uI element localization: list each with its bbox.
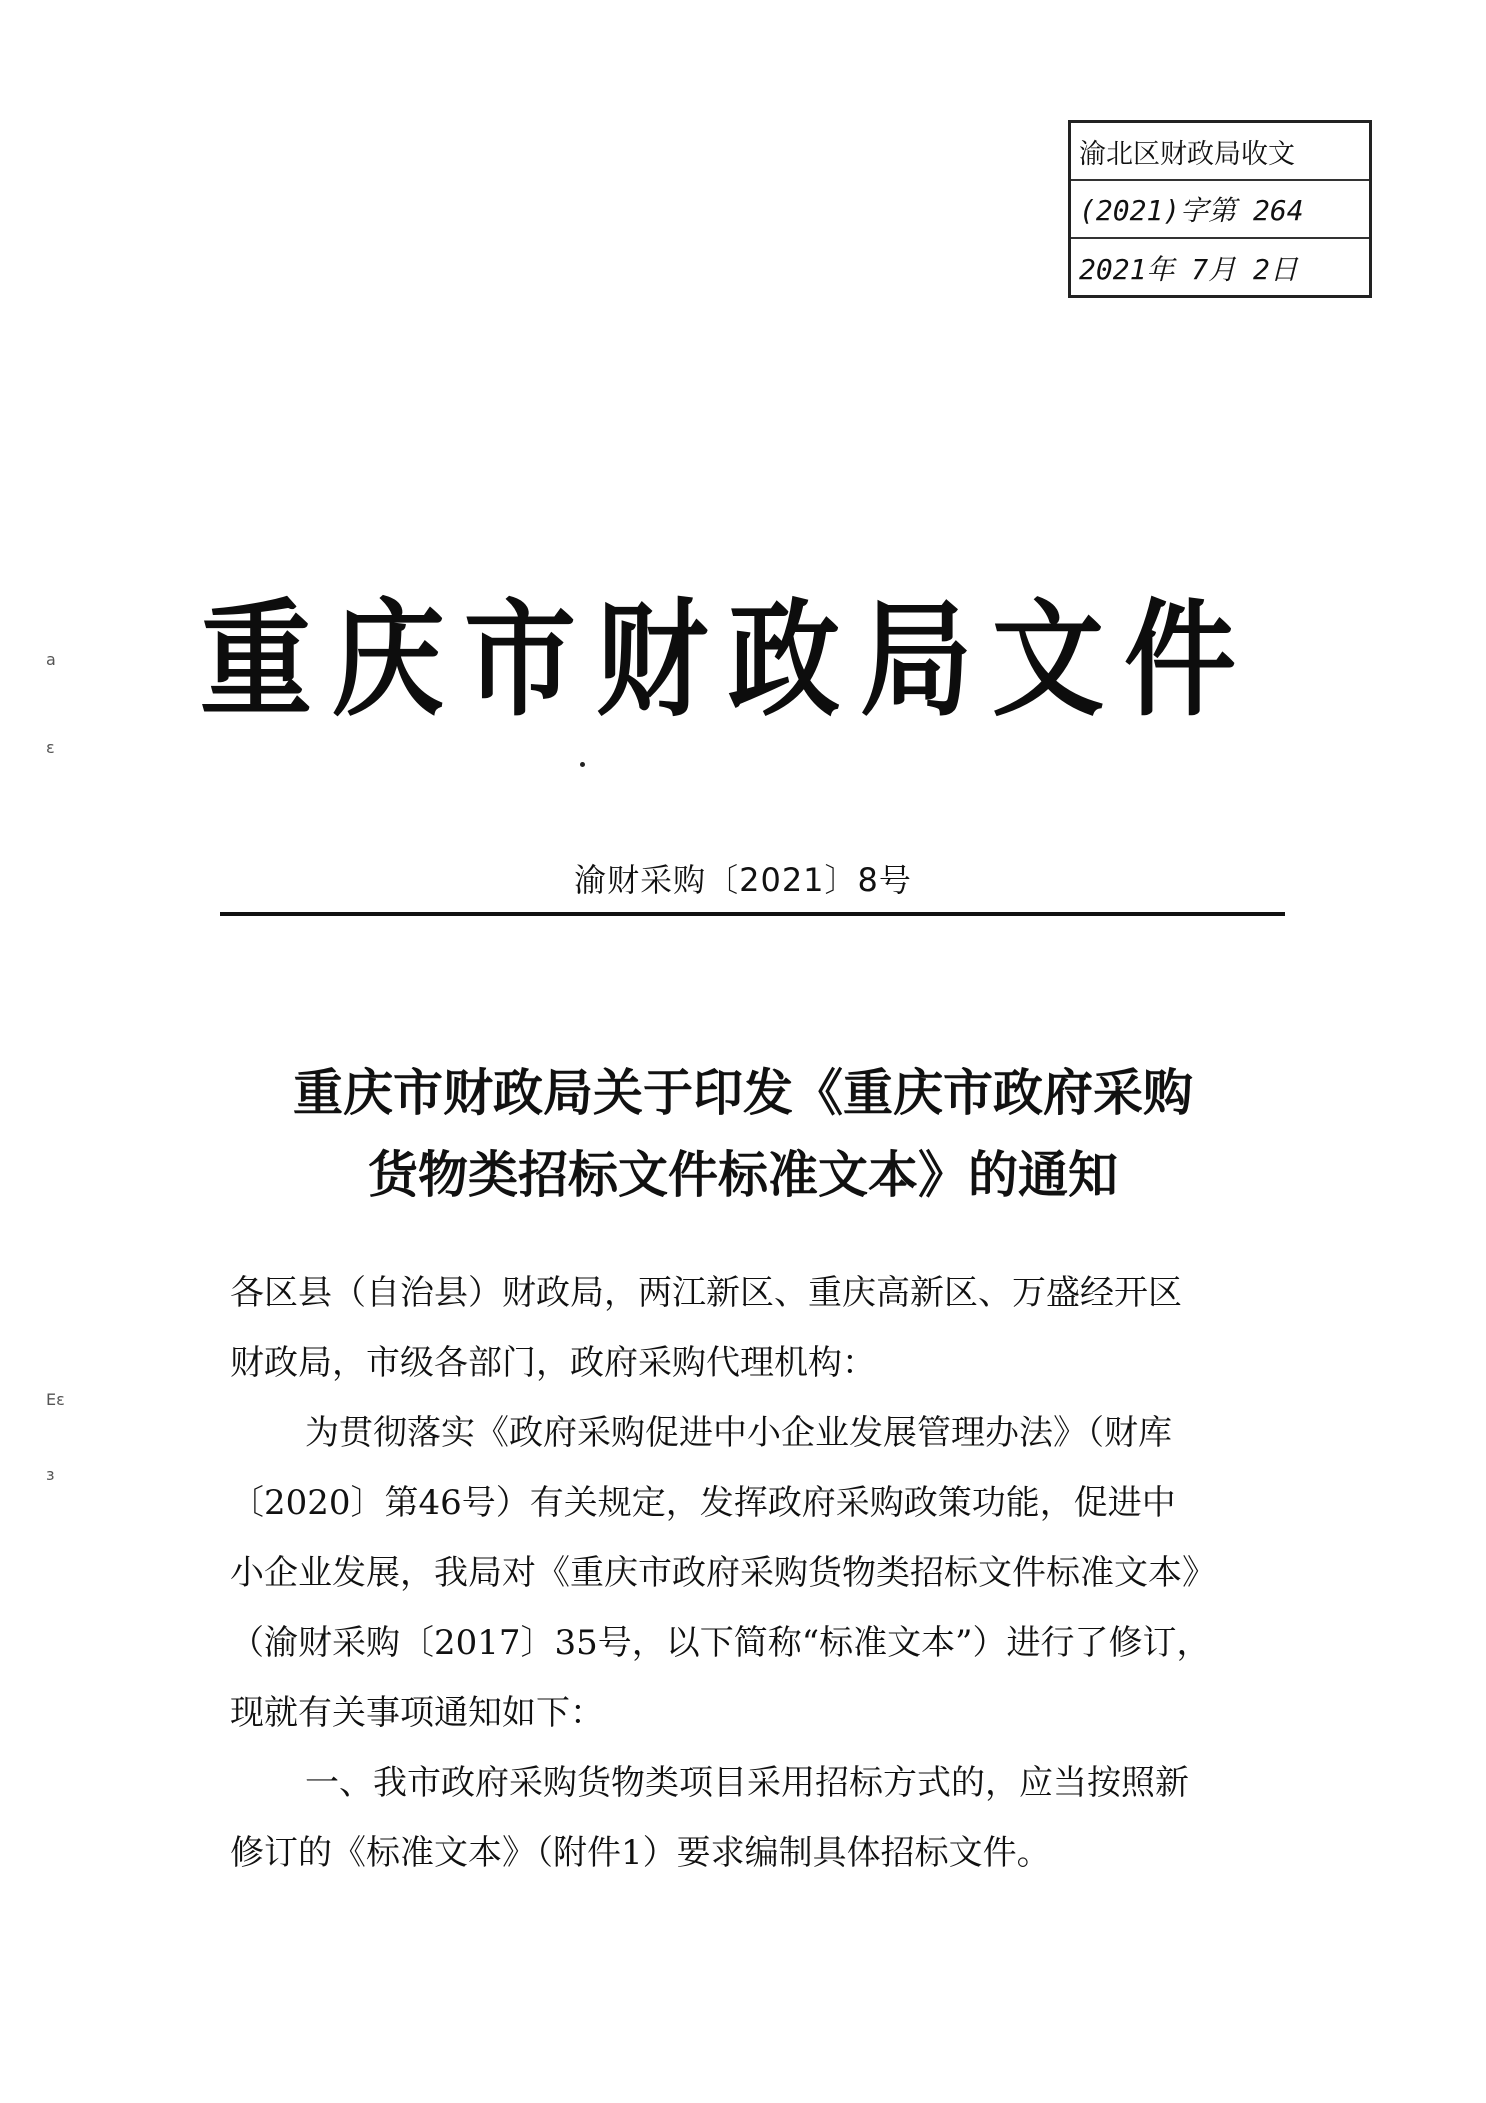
body-text [230,1258,1300,1888]
body-line: 为贯彻落实《政府采购促进中小企业发展管理办法》（财库 [305,1413,1172,1453]
stamp-date: 2021年 7月 2日 [1079,253,1298,286]
heading-line: 重庆市财政局关于印发《重庆市政府采购 [293,1063,1193,1122]
document-title: 重庆市财政局文件 [200,588,1256,734]
body-line: 各区县（自治县）财政局，两江新区、重庆高新区、万盛经开区 [230,1273,1182,1313]
notice-heading [0,1052,1486,1216]
body-line: 修订的《标准文本》（附件1）要求编制具体招标文件。 [230,1833,1051,1873]
stamp-doc-no: (2021)字第 264 [1071,181,1369,239]
heading-line: 货物类招标文件标准文本》的通知 [368,1145,1118,1204]
receipt-stamp [1068,120,1372,298]
body-line: 现就有关事项通知如下： [230,1693,604,1733]
margin-mark: a [46,650,56,669]
document-number: 渝财采购〔2021〕8号 [574,861,912,899]
margin-mark: ɛ [46,738,55,757]
margin-mark: ɜ [46,1465,55,1484]
stamp-header: 渝北区财政局收文 [1071,123,1369,181]
body-line: 〔2020〕第46号）有关规定，发挥政府采购政策功能，促进中 [230,1483,1176,1523]
margin-mark: Eɛ [46,1390,65,1409]
body-line: （渝财采购〔2017〕35号，以下简称“标准文本”）进行了修订， [230,1623,1211,1663]
body-line: 财政局，市级各部门，政府采购代理机构： [230,1343,876,1383]
separator-dot [580,762,585,767]
body-line: 小企业发展，我局对《重庆市政府采购货物类招标文件标准文本》 [230,1553,1216,1593]
header-rule [220,912,1285,916]
body-line: 一、我市政府采购货物类项目采用招标方式的，应当按照新 [305,1763,1189,1803]
